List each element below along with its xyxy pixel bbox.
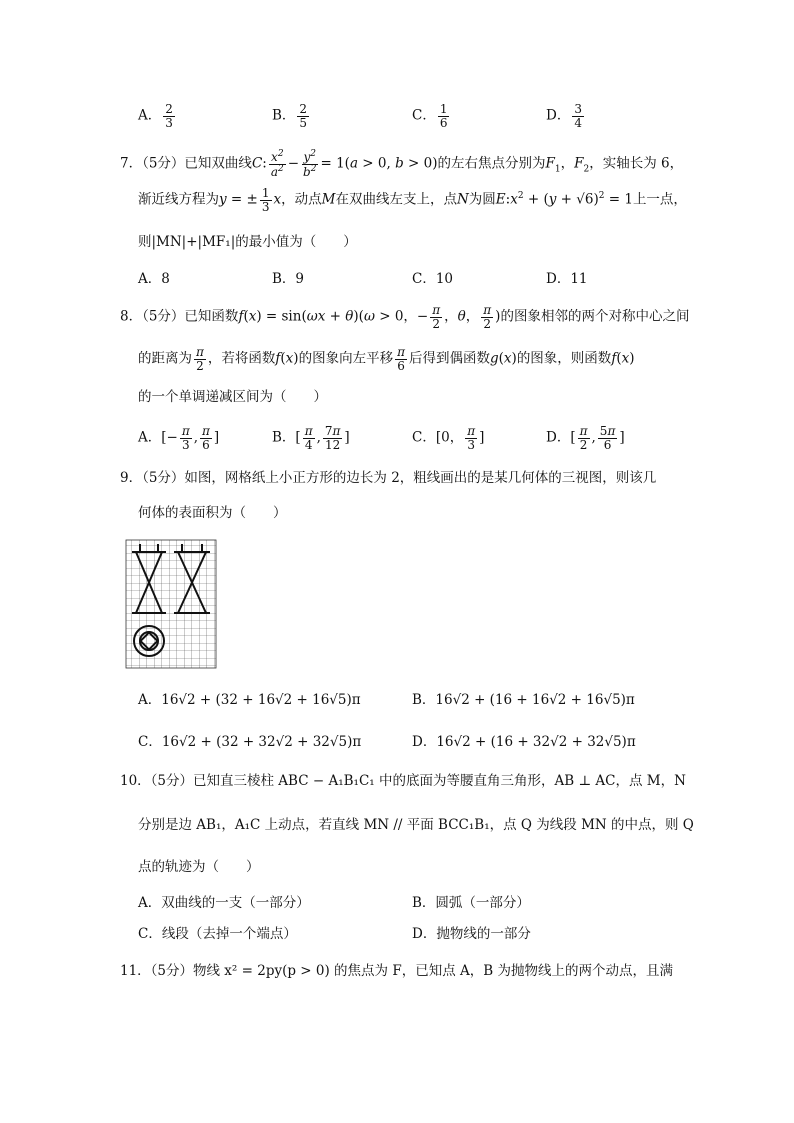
q10-option-d: D．抛物线的一部分: [412, 926, 531, 942]
q7-line-3: 则|MN|+|MF₁|的最小值为（ ）: [138, 234, 357, 250]
q9-option-c: C．16√2 + (32 + 32√2 + 32√5)π: [138, 734, 362, 750]
fraction: $\frac{\pi}{4}$: [304, 424, 313, 452]
math-expr: C: [251, 155, 263, 172]
q11-line-1: 11．（5分）物线 x² = 2py(p > 0) 的焦点为 F，已知点 A，B 为抛物线上的两个动点，且满: [120, 963, 673, 979]
q8-option-c: C．[0， $\frac{\pi}{3}$ ]: [412, 424, 485, 452]
fraction: $\frac{1}{3}$: [261, 186, 270, 214]
fraction: $\frac{x^2}{a^2}$: [270, 149, 284, 179]
fraction: $\frac{y^2}{b^2}$: [303, 149, 317, 179]
q6-option-a: A． $\frac{2}{3}$: [138, 102, 173, 130]
fraction: $\frac{\pi}{3}$: [467, 424, 476, 452]
q6-option-b: B． $\frac{2}{5}$: [272, 102, 308, 130]
fraction: $\frac{2}{3}$: [165, 102, 173, 130]
fraction: $\frac{2}{5}$: [299, 102, 308, 130]
q8-line-3: 的一个单调递减区间为（ ）: [138, 389, 327, 405]
fraction: $\frac{5\pi}{6}$: [599, 424, 616, 452]
q6-option-d: D． $\frac{3}{4}$: [546, 102, 582, 130]
q8-option-a: A．[− $\frac{\pi}{3}$ , $\frac{\pi}{6}$ ]: [138, 424, 220, 452]
fraction: $\frac{\pi}{6}$: [397, 345, 405, 373]
q8-line-1: 8．（5分）已知函数f(x) = sin(ωx + θ)(ω > 0，− $\frac{\pi}{2}$ ，θ， $\frac{\pi}{2}$ )的图象相邻的两个对称中心之间: [120, 303, 690, 331]
q6-option-c: C． $\frac{1}{6}$: [412, 102, 448, 130]
q10-option-b: B．圆弧（一部分）: [412, 895, 530, 911]
q7-line-1: 7．（5分）已知双曲线C: $\frac{x^2}{a^2}$ − $\frac{y^2}{b^2}$ = 1(a > 0, b > 0)的左右焦点分别为$F_1$，$F_2$，实轴长为 6，: [120, 149, 684, 179]
q8-line-2: 的距离为 $\frac{\pi}{2}$ ，若将函数f(x)的图象向左平移 $\frac{\pi}{6}$ 后得到偶函数g(x)的图象，则函数f(x): [138, 345, 635, 373]
fraction: $\frac{7\pi}{12}$: [324, 424, 341, 452]
q9-line-1: 9．（5分）如图，网格纸上小正方形的边长为 2，粗线画出的是某几何体的三视图，则该几: [120, 470, 657, 486]
q10-line-2: 分别是边 AB₁，A₁C 上动点，若直线 MN // 平面 BCC₁B₁，点 Q 为线段 MN 的中点，则 Q: [138, 817, 694, 833]
q8-option-d: D．[ $\frac{\pi}{2}$ , $\frac{5\pi}{6}$ ]: [546, 424, 625, 452]
q7-option-c: C．10: [412, 271, 454, 287]
fraction: $\frac{3}{4}$: [574, 102, 582, 130]
fraction: $\frac{1}{6}$: [439, 102, 448, 130]
fraction: $\frac{\pi}{2}$: [483, 303, 492, 331]
fraction: $\frac{\pi}{2}$: [579, 424, 588, 452]
fraction: $\frac{\pi}{2}$: [196, 345, 204, 373]
q8-option-b: B．[ $\frac{\pi}{4}$ , $\frac{7\pi}{12}$ ]: [272, 424, 350, 452]
fraction: $\frac{\pi}{3}$: [181, 424, 190, 452]
q10-option-c: C．线段（去掉一个端点）: [138, 926, 297, 942]
q7-option-d: D．11: [546, 271, 588, 287]
q10-line-1: 10．（5分）已知直三棱柱 ABC − A₁B₁C₁ 中的底面为等腰直角三角形，AB ⊥ AC，点 M，N: [120, 773, 686, 789]
fraction: $\frac{\pi}{2}$: [432, 303, 441, 331]
q7-option-b: B．9: [272, 271, 305, 287]
q9-line-2: 何体的表面积为（ ）: [138, 505, 287, 521]
three-view-figure: [124, 538, 218, 670]
q9-option-d: D．16√2 + (16 + 32√2 + 32√5)π: [412, 734, 636, 750]
q7-line-2: 渐近线方程为y = ± $\frac{1}{3}$ x，动点M在双曲线左支上，点N为圆$E:x^2 + (y + √6)^2 = 1$上一点，: [138, 186, 687, 214]
fraction: $\frac{\pi}{6}$: [202, 424, 210, 452]
q10-option-a: A．双曲线的一支（一部分）: [138, 895, 310, 911]
q7-option-a: A．8: [138, 271, 170, 287]
q10-line-3: 点的轨迹为（ ）: [138, 859, 260, 875]
q9-option-b: B．16√2 + (16 + 16√2 + 16√5)π: [412, 692, 635, 708]
q9-option-a: A．16√2 + (32 + 16√2 + 16√5)π: [138, 692, 361, 708]
